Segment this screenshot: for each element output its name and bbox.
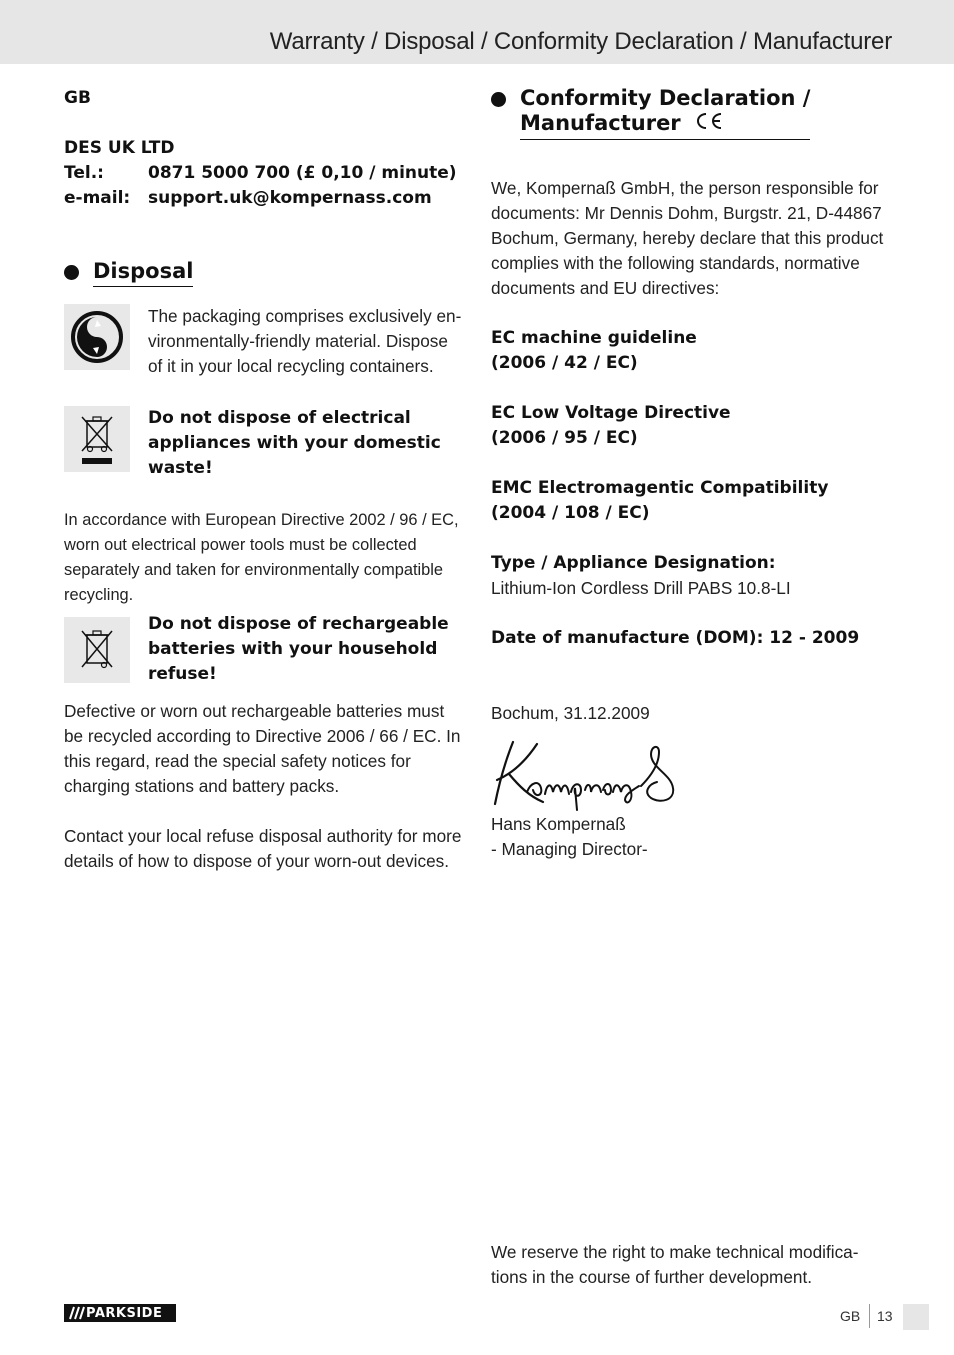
service-company: DES UK LTD xyxy=(64,138,175,158)
directive-1 xyxy=(491,326,901,376)
email-value: support.uk@kompernass.com xyxy=(148,188,432,208)
green-dot-recycling-icon xyxy=(64,304,130,370)
tel-label: Tel.: xyxy=(64,163,104,183)
disposal-heading xyxy=(64,259,464,287)
crossed-bin-weee-icon xyxy=(64,406,130,472)
email-label: e-mail: xyxy=(64,188,131,208)
type-label: Type / Appliance Designation: xyxy=(491,553,776,573)
reserve-note: We reserve the right to make technical modifica-tions in the course of further development. xyxy=(491,1242,859,1287)
packaging-text: The packaging comprises exclusively en-vironmentally-friendly material. Dispose of it in your local recycling containers. xyxy=(148,306,462,376)
left-column xyxy=(64,86,464,874)
service-contact xyxy=(64,86,464,211)
packaging-row xyxy=(64,304,464,379)
type-designation xyxy=(491,551,901,601)
service-country: GB xyxy=(64,88,91,108)
signer-title: - Managing Director- xyxy=(491,839,648,859)
directive-1-line1: EC machine guideline xyxy=(491,328,697,348)
service-email-row xyxy=(64,186,464,211)
conformity-title-line1: Conformity Declaration / xyxy=(520,86,811,110)
type-value: Lithium-Ion Cordless Drill PABS 10.8-LI xyxy=(491,578,791,598)
signer-name: Hans Kompernaß xyxy=(491,814,626,834)
conformity-title-line2-wrap xyxy=(520,111,810,137)
electrical-warning: Do not dispose of electrical appliances with your domestic waste! xyxy=(148,408,441,478)
bullet-icon xyxy=(64,265,79,280)
place-date: Bochum, 31.12.2009 xyxy=(491,703,650,723)
conformity-title xyxy=(520,86,810,140)
conformity-title-line2: Manufacturer xyxy=(520,111,681,135)
directive-3-line1: EMC Electromagentic Compatibility xyxy=(491,478,829,498)
bullet-icon xyxy=(491,92,506,107)
conformity-intro: We, Kompernaß GmbH, the person responsible for documents: Mr Dennis Dohm, Burgstr. 21, D-44867 Bochum, Germany, hereby declare that this product complies with the following standards, normative documents and EU directives: xyxy=(491,178,884,298)
ce-mark-icon xyxy=(694,111,724,137)
directive-3-line2: (2004 / 108 / EC) xyxy=(491,503,650,523)
directive-2 xyxy=(491,401,901,451)
right-column xyxy=(491,86,901,1287)
battery-warning: Do not dispose of rechargeable batteries with your household refuse! xyxy=(148,614,449,684)
parkside-logo xyxy=(64,1304,176,1322)
contact-authority-text: Contact your local refuse disposal authority for more details of how to dispose of your worn-out devices. xyxy=(64,826,462,871)
directive-text: In accordance with European Directive 2002 / 96 / EC, worn out electrical power tools must be collected separately and taken for environmentally compatible recycling. xyxy=(64,511,459,604)
signature-image xyxy=(491,734,901,812)
service-tel-row xyxy=(64,161,464,186)
disposal-title: Disposal xyxy=(93,259,193,287)
battery-row xyxy=(64,614,464,687)
electrical-row xyxy=(64,406,464,481)
directive-2-line2: (2006 / 95 / EC) xyxy=(491,428,638,448)
page-number: 13 xyxy=(877,1308,893,1324)
page-divider xyxy=(869,1304,870,1328)
directive-1-line2: (2006 / 42 / EC) xyxy=(491,353,638,373)
page-tab xyxy=(903,1304,929,1330)
crossed-bin-battery-icon xyxy=(64,617,130,683)
page-title: Warranty / Disposal / Conformity Declaration / Manufacturer xyxy=(269,28,892,55)
tel-value: 0871 5000 700 (£ 0,10 / minute) xyxy=(148,163,457,183)
battery-text: Defective or worn out rechargeable batteries must be recycled according to Directive 2006 / 66 / EC. In this regard, read the special safety notices for charging stations and battery packs. xyxy=(64,701,461,796)
page-language: GB xyxy=(840,1308,861,1324)
conformity-heading xyxy=(491,86,901,140)
directive-3 xyxy=(491,476,901,526)
brand-name: PARKSIDE xyxy=(86,1305,163,1321)
directive-2-line1: EC Low Voltage Directive xyxy=(491,403,731,423)
logo-stripes-icon xyxy=(64,1304,86,1322)
date-of-manufacture: Date of manufacture (DOM): 12 - 2009 xyxy=(491,628,860,648)
